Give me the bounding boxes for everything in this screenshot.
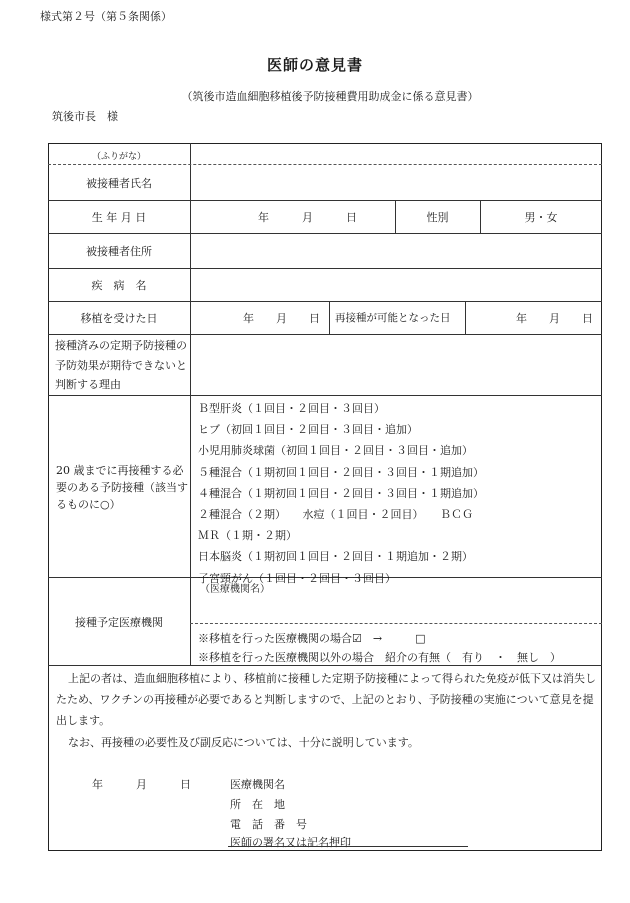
reason-label: 接種済みの定期予防接種の予防効果が期待できないと判断する理由 [55,339,187,391]
vaccine-4-combo[interactable]: ４種混合（１期初回１回目・２回目・３回目・１期追加） [198,486,484,500]
signature-date[interactable]: 年 月 日 [92,778,191,791]
addressee: 筑後市長 様 [52,110,118,123]
vaccine-hepatitis-b[interactable]: Ｂ型肝炎（１回目・２回目・３回目） [198,402,385,415]
vaccines-label: 20 歳までに再接種する必要のある予防接種（該当するものに○） [56,464,188,511]
form-number: 様式第２号（第５条関係） [40,10,172,23]
statement-paragraph: 上記の者は、造血細胞移植により、移植前に接種した定期予防接種によって得られた免疫が低下又は消失したため、ワクチンの再接種が必要であると判断しますので、上記のとおり、予防接種の実施について意見を提出します。 [56,672,596,727]
sex-field[interactable]: 男・女 [524,211,558,224]
vaccine-japanese-encephalitis[interactable]: 日本脳炎（１期初回１回目・２回目・１期追加・２期） [198,550,473,564]
signature-line [228,846,468,847]
vaccine-list [198,398,484,589]
vaccine-5-combo[interactable]: ５種混合（１期初回１回目・２回目・３回目・１期追加） [198,465,484,479]
revax-possible-field[interactable]: 年 月 日 [516,312,593,325]
name-field[interactable] [191,165,601,200]
address-field[interactable] [191,234,601,268]
clinic-same-option[interactable]: ※移植を行った医療機関の場合☑ → □ [198,632,426,645]
statement-note: なお、再接種の必要性及び副反応については、十分に説明しています。 [68,736,419,749]
clinic-name-field[interactable] [191,596,601,622]
doctor-sign-label: 医師の署名又は記名押印 [230,836,351,849]
dob-field[interactable]: 年 月 日 [258,211,357,224]
reason-field[interactable] [191,335,601,395]
clinic-name-sign-label: 医療機関名 [230,778,285,791]
clinic-other-option[interactable]: ※移植を行った医療機関以外の場合 紹介の有無（ 有り ・ 無し ） [198,651,561,664]
clinic-label: 接種予定医療機関 [75,616,163,629]
disease-label: 疾 病 名 [91,279,147,292]
transplant-date-label: 移植を受けた日 [80,312,158,325]
page-title: 医師の意見書 [266,56,363,74]
page-subtitle: （筑後市造血細胞移植後予防接種費用助成金に係る意見書） [181,90,479,103]
label-column-divider [190,143,191,665]
sex-label: 性別 [426,211,449,224]
location-label: 所 在 地 [230,798,285,811]
furigana-label: （ふりがな） [91,152,146,162]
vaccine-2-combo-varicella-bcg[interactable]: ２種混合（２期） 水痘（１回目・２回目） ＢＣＧ [198,508,473,522]
phone-label: 電 話 番 号 [230,818,307,831]
vaccine-pneumococcal[interactable]: 小児用肺炎球菌（初回１回目・２回目・３回目・追加） [198,444,473,458]
vaccine-hib[interactable]: ヒブ（初回１回目・２回目・３回目・追加） [198,423,418,437]
transplant-date-field[interactable]: 年 月 日 [243,312,320,325]
dob-label: 生 年 月 日 [91,211,147,224]
disease-field[interactable] [191,269,601,301]
vaccine-hpv[interactable]: 子宮頸がん（１回目・２回目・３回目） [198,571,396,585]
address-label: 被接種者住所 [86,245,152,258]
vaccine-mr[interactable]: ＭＲ（１期・２期） [198,529,297,543]
clinic-divider [190,623,602,624]
revax-possible-label: 再接種が可能となった日 [335,312,451,324]
name-label: 被接種者氏名 [86,177,152,190]
clinic-name-hint: （医療機関名） [200,584,270,595]
